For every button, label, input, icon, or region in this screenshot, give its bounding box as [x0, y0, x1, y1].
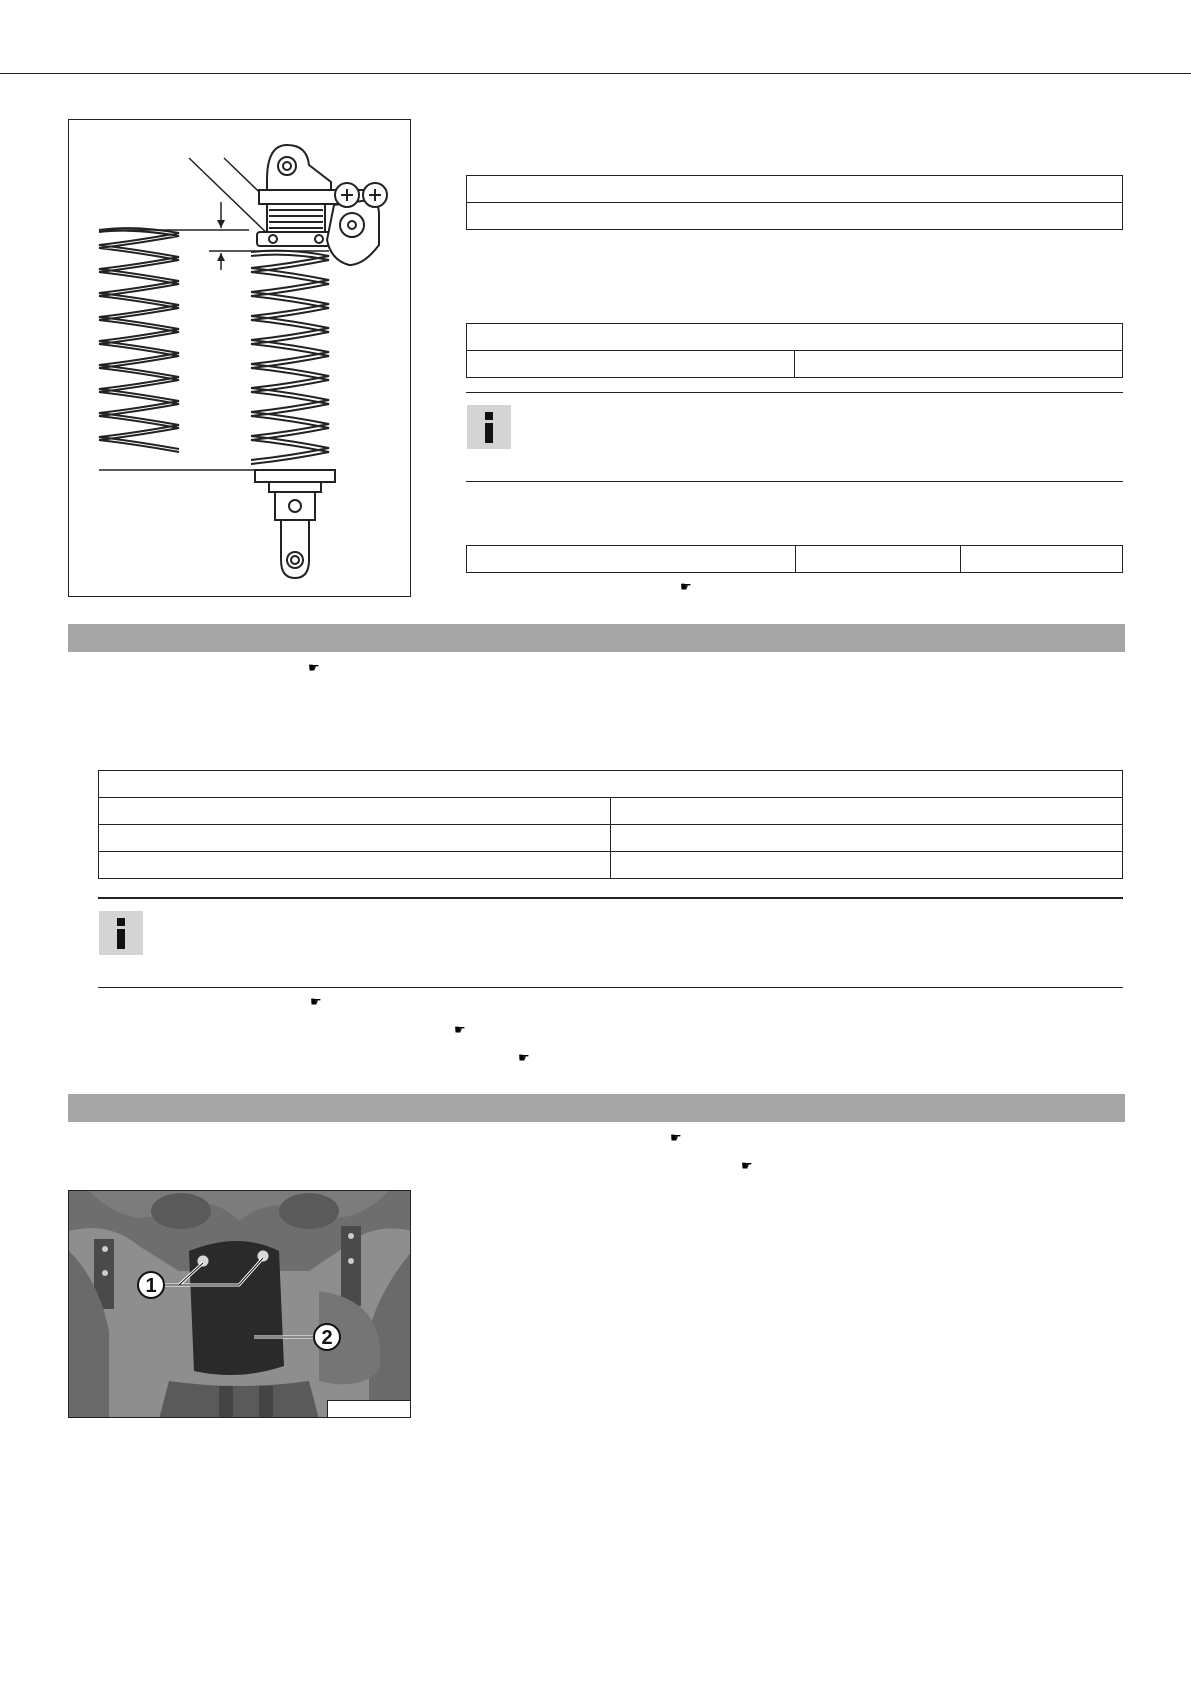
note-bottom-rule: [466, 481, 1123, 482]
pointing-hand-icon[interactable]: ☛: [310, 994, 322, 1009]
spec-table-4-cell: [99, 852, 611, 879]
shock-absorber-spring-figure: [68, 119, 411, 597]
section-heading-bar: [68, 1094, 1125, 1122]
photo-code-label-box: [327, 1400, 410, 1417]
note-top-rule: [466, 392, 1123, 393]
spec-table-1-cell: [467, 203, 1123, 230]
rear-fender-photo: [68, 1190, 411, 1418]
pointing-hand-icon[interactable]: ☛: [741, 1158, 753, 1173]
spec-table-3-cell: [961, 546, 1123, 573]
spec-table-2-cell: [795, 351, 1123, 378]
info-icon: [99, 911, 143, 955]
rear-fender-photo-drawing: [69, 1191, 411, 1418]
callout-2-label: 2: [321, 1327, 333, 1349]
callout-1-label: 1: [145, 1275, 157, 1297]
spec-table-2: [466, 323, 1123, 378]
shock-top-mount: [257, 145, 387, 265]
loose-spring: [99, 228, 179, 452]
info-icon: [467, 405, 511, 449]
shock-absorber-drawing: [69, 120, 411, 597]
spec-table-1: [466, 175, 1123, 230]
spec-table-3: [466, 545, 1123, 573]
spec-table-4-cell: [99, 825, 611, 852]
pointing-hand-icon[interactable]: ☛: [454, 1022, 466, 1037]
spec-table-4-cell: [99, 798, 611, 825]
pointing-hand-icon[interactable]: ☛: [680, 579, 692, 594]
spec-table-4: [98, 770, 1123, 879]
spec-table-2-cell: [467, 351, 795, 378]
pointing-hand-icon[interactable]: ☛: [308, 660, 320, 675]
spec-table-1-cell: [467, 176, 1123, 203]
pointing-hand-icon[interactable]: ☛: [518, 1050, 530, 1065]
spec-table-4-cell: [611, 852, 1123, 879]
spec-table-4-cell: [611, 825, 1123, 852]
spec-table-2-header-cell: [467, 324, 1123, 351]
shock-bottom-mount: [255, 470, 335, 578]
pointing-hand-icon[interactable]: ☛: [670, 1130, 682, 1145]
spec-table-4-cell: [611, 798, 1123, 825]
spec-table-4-header-cell: [99, 771, 1123, 798]
mounted-spring: [251, 251, 329, 464]
section-heading-bar: [68, 624, 1125, 652]
spec-table-3-cell: [467, 546, 796, 573]
note-bottom-rule: [98, 987, 1123, 988]
note-top-rule: [98, 897, 1123, 899]
page-header-rule: [0, 73, 1191, 74]
spec-table-3-cell: [796, 546, 961, 573]
